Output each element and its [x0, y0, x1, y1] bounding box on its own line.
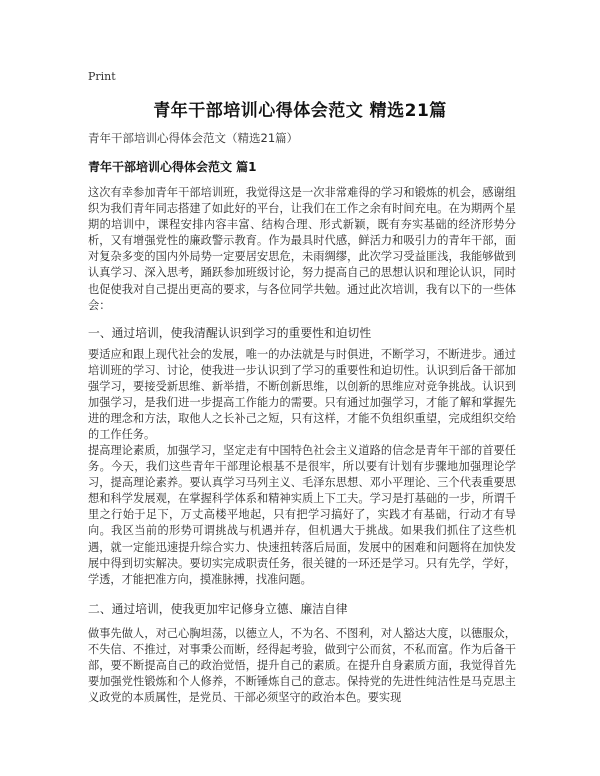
paragraph-integrity: 做事先做人，对己心胸坦荡，以德立人，不为名、不图利，对人豁达大度，以德服众，不失信、不推过，对事秉公而断，经得起考验，做到宁公而贫，不私而富。作为后备干部，要不断提高自己的政治觉悟，提升自己的素质。在提升自身素质方面，我觉得首先要加强党性锻炼和个人修养，不断锤炼自己的意志。保持党的先进性纯洁性是马克思主义政党的本质属性，是党员、干部必须坚守的政治本色。要实现	[88, 627, 516, 705]
document-subtitle: 青年干部培训心得体会范文（精选21篇）	[88, 131, 299, 145]
section-title: 青年干部培训心得体会范文 篇1	[88, 160, 257, 174]
paragraph-learning: 要适应和跟上现代社会的发展，唯一的办法就是与时俱进，不断学习，不断进步。通过培训班的学习、讨论，使我进一步认识到了学习的重要性和迫切性。认识到后备干部加强学习，要接受新思维、新举措，不断创新思维，以创新的思维应对竞争挑战。认识到加强学习，是我们进一步提高工作能力的需要。只有通过加强学习，才能了解和掌握先进的理念和方法，取他人之长补己之短，只有这样，才能不负组织重望，完成组织交给的工作任务。	[88, 348, 516, 442]
heading-learning: 一、通过培训，使我清醒认识到学习的重要性和迫切性	[88, 326, 372, 340]
page-title: 青年干部培训心得体会范文 精选21篇	[153, 101, 447, 121]
paragraph-intro: 这次有幸参加青年干部培训班，我觉得这是一次非常难得的学习和锻炼的机会，感谢组织为我们青年同志搭建了如此好的平台，让我们在工作之余有时间充电。在为期两个星期的培训中，课程安排内容丰富、结构合理、形式新颖，既有夯实基础的经济形势分析，又有增强党性的廉政警示教育。作为最具时代感，鲜活力和吸引力的青年干部，面对复杂多变的国内外局势一定要居安思危，未雨绸缪，此次学习受益匪浅，我能够做到认真学习、深入思考，踊跃参加班级讨论，努力提高自己的思想认识和理论认识，同时也促使我对自己提出更高的要求，与各位同学共勉。通过此次培训，我有以下的一些体会：	[88, 186, 516, 312]
print-label: Print	[88, 70, 116, 83]
heading-integrity: 二、通过培训，使我更加牢记修身立德、廉洁自律	[88, 602, 348, 616]
paragraph-theory: 提高理论素质，加强学习，坚定走有中国特色社会主义道路的信念是青年干部的首要任务。今天，我们这些青年干部理论根基不是很牢，所以要有计划有步骤地加强理论学习，提高理论素养。要认真学习马列主义、毛泽东思想、邓小平理论、三个代表重要思想和科学发展观，在掌握科学体系和精神实质上下工夫。学习是打基础的一步，所谓千里之行始于足下，万丈高楼平地起，只有把学习搞好了，实践才有基础，行动才有导向。我区当前的形势可谓挑战与机遇并存，但机遇大于挑战。如果我们抓住了这些机遇，就一定能迅速提升综合实力、快速扭转落后局面，发展中的困难和问题将在加快发展中得到切实解决。要切实完成职责任务，很关键的一环还是学习。只有先学，学好，学透，才能把准方向，摸准脉搏，找准问题。	[88, 444, 516, 586]
